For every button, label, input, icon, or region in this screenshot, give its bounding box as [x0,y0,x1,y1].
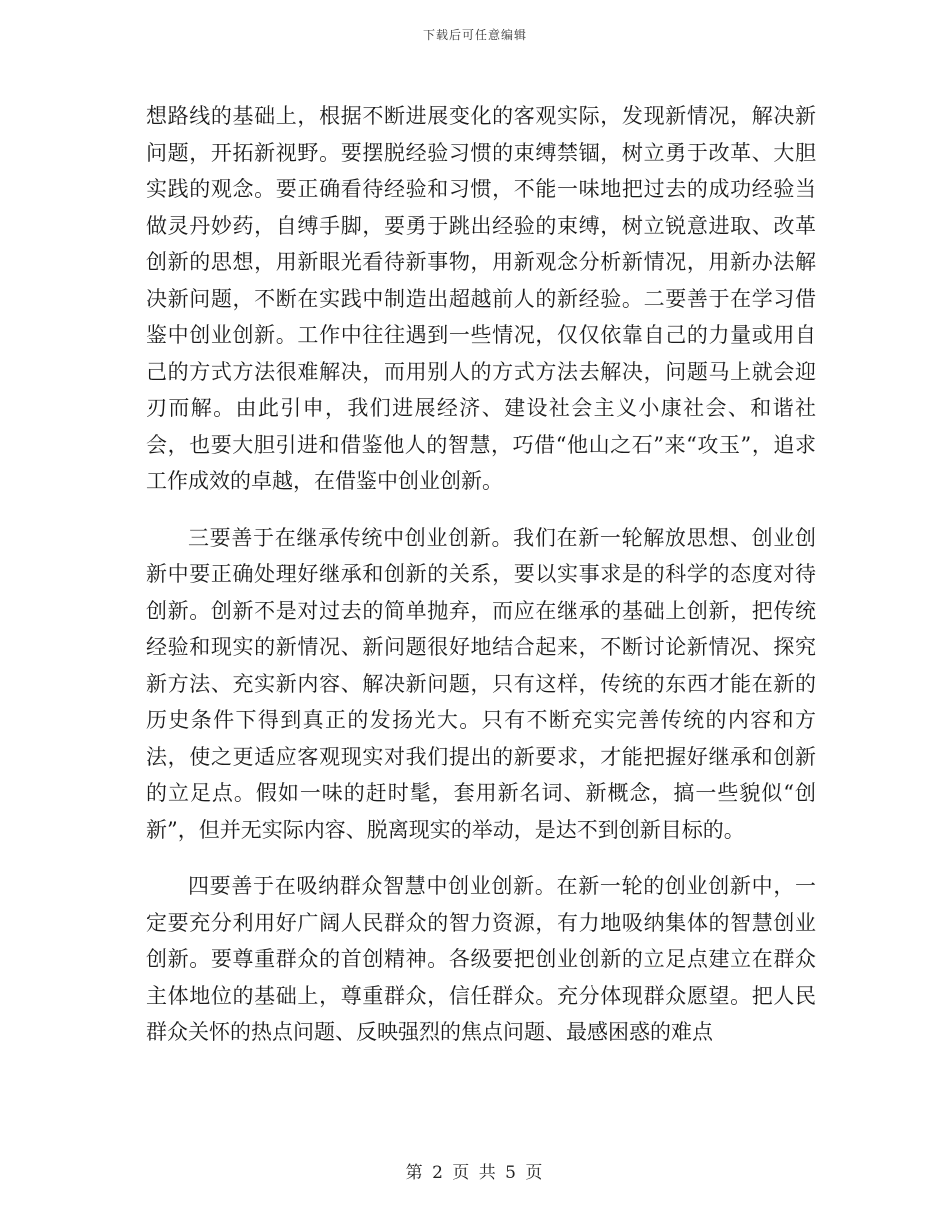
paragraph-2: 三要善于在继承传统中创业创新。我们在新一轮解放思想、创业创新中要正确处理好继承和创新的关系，要以实事求是的科学的态度对待创新。创新不是对过去的简单抛弃，而应在继承的基础上创新，把传统经验和现实的新情况、新问题很好地结合起来，不断讨论新情况、探究新方法、充实新内容、解决新问题，只有这样，传统的东西才能在新的历史条件下得到真正的发扬光大。只有不断充实完善传统的内容和方法，使之更适应客观现实对我们提出的新要求，才能把握好继承和创新的立足点。假如一味的赶时髦，套用新名词、新概念，搞一些貌似“创新”，但并无实际内容、脱离现实的举动，是达不到创新目标的。 [146,525,816,842]
page-header: 下载后可任意编辑 [422,28,527,42]
paragraph-3: 四要善于在吸纳群众智慧中创业创新。在新一轮的创业创新中，一定要充分利用好广阔人民群众的智力资源，有力地吸纳集体的智慧创业创新。要尊重群众的首创精神。各级要把创业创新的立足点建立在群众主体地位的基础上，尊重群众，信任群众。充分体现群众愿望。把人民群众关怀的热点问题、反映强烈的焦点问题、最感困惑的难点 [146,874,816,1044]
page-number: 第 2 页 共 5 页 [405,1163,545,1183]
paragraph-1: 想路线的基础上，根据不断进展变化的客观实际，发现新情况，解决新问题，开拓新视野。要摆脱经验习惯的束缚禁锢，树立勇于改革、大胆实践的观念。要正确看待经验和习惯，不能一味地把过去的成功经验当做灵丹妙药，自缚手脚，要勇于跳出经验的束缚，树立锐意进取、改革创新的思想，用新眼光看待新事物，用新观念分析新情况，用新办法解决新问题，不断在实践中制造出超越前人的新经验。二要善于在学习借鉴中创业创新。工作中往往遇到一些情况，仅仅依靠自己的力量或用自己的方式方法很难解决，而用别人的方式方法去解决，问题马上就会迎刃而解。由此引申，我们进展经济、建设社会主义小康社会、和谐社会，也要大胆引进和借鉴他人的智慧，巧借“他山之石”来“攻玉”，追求工作成效的卓越，在借鉴中创业创新。 [146,104,816,493]
document-body [146,98,816,1051]
